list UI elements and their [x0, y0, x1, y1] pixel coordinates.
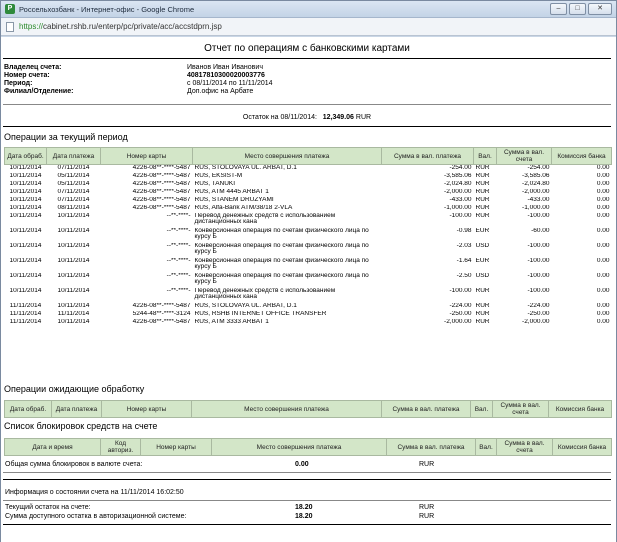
pending-table — [4, 400, 612, 418]
state-info — [5, 489, 184, 496]
table-cell: 10/11/2014 — [9, 204, 42, 211]
table-row — [5, 273, 612, 288]
table-cell: RUS, ATM 3333 ARBAT 1 — [194, 318, 269, 325]
divider — [3, 104, 611, 105]
table-cell: 10/11/2014 — [57, 212, 90, 219]
table-cell: RUR — [475, 318, 490, 325]
col-header: Код авториз. — [101, 439, 141, 456]
blocks-table — [4, 438, 612, 456]
table-cell: -2,000.00 — [522, 188, 550, 195]
table-cell: -254.00 — [527, 164, 550, 171]
col-header: Вал. — [471, 401, 493, 418]
available-balance-currency: RUR — [419, 513, 435, 520]
table-cell: RUR — [475, 302, 490, 309]
table-cell: 0.00 — [596, 287, 610, 294]
table-cell: 0.00 — [596, 172, 610, 179]
table-cell: 0.00 — [596, 196, 610, 203]
blocks-section-title: Список блокировок средств на счете — [4, 421, 158, 431]
table-cell: 0.00 — [596, 272, 610, 279]
table-cell: 10/11/2014 — [9, 257, 42, 264]
table-cell: 10/11/2014 — [57, 227, 90, 234]
period-label: Период: — [4, 80, 33, 87]
table-cell: 0.00 — [596, 257, 610, 264]
table-cell: Конверсионная операция по счетам физического лица по курсу Б — [194, 272, 369, 285]
table-cell: -100.00 — [527, 242, 550, 249]
table-cell: --**-****- — [166, 212, 191, 219]
table-cell: 10/11/2014 — [9, 227, 42, 234]
divider — [3, 524, 611, 525]
table-cell: RUR — [475, 180, 490, 187]
divider — [3, 479, 611, 480]
table-cell: 10/11/2014 — [57, 272, 90, 279]
owner-value: Иванов Иван Иванович — [187, 64, 263, 71]
account-value: 40817810300020003776 — [187, 72, 265, 79]
table-cell: 4226-08**-****-5487 — [132, 302, 191, 309]
minimize-button[interactable]: – — [550, 3, 567, 15]
table-cell: 07/11/2014 — [57, 196, 90, 203]
table-row — [5, 213, 612, 228]
table-cell: RUS, STOLOVAYA UL. ARBAT, D.1 — [194, 302, 297, 309]
table-cell: 11/11/2014 — [9, 310, 42, 317]
table-row — [5, 228, 612, 243]
table-cell: 10/11/2014 — [9, 172, 42, 179]
col-header: Дата и время — [5, 439, 101, 456]
col-header: Комиссия банка — [549, 401, 612, 418]
table-cell: -100.00 — [527, 272, 550, 279]
col-header: Номер карты — [141, 439, 212, 456]
table-cell: 11/11/2014 — [57, 310, 90, 317]
table-cell: -250.00 — [449, 310, 472, 317]
table-cell: 0.00 — [596, 204, 610, 211]
table-cell: RUS, Alfa-Bank ATM/38/18 2-VLA — [194, 204, 293, 211]
divider — [3, 472, 611, 473]
table-cell: -433.00 — [449, 196, 472, 203]
table-row — [5, 319, 612, 327]
table-cell: --**-****- — [166, 257, 191, 264]
address-bar[interactable] — [1, 18, 616, 36]
table-cell: RUR — [475, 172, 490, 179]
table-row — [5, 181, 612, 189]
branch-label: Филиал/Отделение: — [4, 88, 74, 95]
table-cell: 4226-08**-****-5487 — [132, 188, 191, 195]
table-cell: --**-****- — [166, 242, 191, 249]
bank-app-icon: Р — [5, 4, 15, 14]
window-controls — [550, 3, 612, 15]
table-cell: Перевод денежных средств с использованием дистанционных кана — [194, 212, 336, 225]
branch-value: Доп.офис на Арбате — [187, 88, 254, 95]
table-cell: RUR — [475, 164, 490, 171]
table-cell: 11/11/2014 — [9, 318, 42, 325]
table-cell: --**-****- — [166, 227, 191, 234]
table-cell: 10/11/2014 — [57, 242, 90, 249]
table-cell: Конверсионная операция по счетам физического лица по курсу Б — [194, 242, 369, 255]
col-header: Номер карты — [102, 401, 192, 418]
table-cell: 4226-08**-****-5487 — [132, 196, 191, 203]
table-cell: -433.00 — [527, 196, 550, 203]
table-cell: USD — [475, 242, 490, 249]
table-cell: 10/11/2014 — [9, 164, 42, 171]
table-cell: -2.03 — [456, 242, 472, 249]
balance-currency: RUR — [355, 114, 372, 121]
col-header: Вал. — [476, 439, 497, 456]
available-balance-label: Сумма доступного остатка в авторизационной системе: — [5, 513, 187, 520]
col-header: Номер карты — [101, 148, 193, 165]
table-cell: Конверсионная операция по счетам физического лица по курсу Б — [194, 227, 369, 240]
pending-section-title: Операции ожидающие обработку — [4, 384, 145, 394]
table-cell: 10/11/2014 — [57, 302, 90, 309]
current-balance-currency: RUR — [419, 504, 435, 511]
table-cell: 0.00 — [596, 318, 610, 325]
current-balance-label: Текущий остаток на счете: — [5, 504, 91, 511]
table-cell: -224.00 — [527, 302, 550, 309]
table-cell: RUR — [475, 204, 490, 211]
table-cell: RUS, RSHB INTERNET OFFICE TRANSFER — [194, 310, 327, 317]
col-header: Сумма в вал. платежа — [382, 401, 471, 418]
table-cell: -3,585.06 — [444, 172, 472, 179]
col-header: Дата платежа — [47, 148, 101, 165]
table-cell: 05/11/2014 — [57, 180, 90, 187]
col-header: Сумма в вал. счета — [497, 148, 552, 165]
page-title: Отчет по операциям с банковскими картами — [204, 43, 410, 54]
blocks-header-row — [5, 439, 612, 456]
table-cell: -2,000.00 — [522, 318, 550, 325]
table-cell: -1,000.00 — [444, 204, 472, 211]
ops-section-title: Операции за текущий период — [4, 132, 128, 142]
table-cell: RUR — [475, 188, 490, 195]
table-cell: 11/11/2014 — [9, 302, 42, 309]
table-row — [5, 205, 612, 213]
col-header: Сумма в вал. счета — [493, 401, 549, 418]
table-cell: 10/11/2014 — [9, 212, 42, 219]
col-header: Место совершения платежа — [193, 148, 382, 165]
page-icon — [6, 22, 14, 32]
table-cell: -224.00 — [449, 302, 472, 309]
table-cell: RUS, EKSIST-M — [194, 172, 243, 179]
url-path: cabinet.rshb.ru/enterp/pc/private/acc/accstdprn.jsp — [43, 22, 222, 31]
table-cell: 4226-08**-****-5487 — [132, 318, 191, 325]
table-cell: -1,000.00 — [522, 204, 550, 211]
table-cell: 10/11/2014 — [9, 242, 42, 249]
ops-header-row — [5, 148, 612, 165]
col-header: Дата обраб. — [5, 148, 47, 165]
operations-table — [4, 147, 612, 327]
table-cell: 0.00 — [596, 212, 610, 219]
available-balance-value: 18.20 — [295, 513, 313, 520]
table-cell: RUS, STOLOVAYA UL. ARBAT, D.1 — [194, 164, 297, 171]
table-cell: 0.00 — [596, 164, 610, 171]
table-row — [5, 288, 612, 303]
table-row — [5, 243, 612, 258]
current-balance-value: 18.20 — [295, 504, 313, 511]
table-cell: 0.00 — [596, 188, 610, 195]
table-cell: 5244-48**-****-3124 — [132, 310, 191, 317]
col-header: Дата обраб. — [5, 401, 52, 418]
divider — [3, 58, 611, 59]
table-cell: --**-****- — [166, 272, 191, 279]
table-cell: 07/11/2014 — [57, 188, 90, 195]
col-header: Комиссия банка — [553, 439, 612, 456]
table-row — [5, 258, 612, 273]
table-cell: 08/11/2014 — [57, 204, 90, 211]
table-row — [5, 165, 612, 173]
close-button[interactable]: ✕ — [588, 3, 612, 15]
table-cell: 07/11/2014 — [57, 164, 90, 171]
table-cell: -0.98 — [456, 227, 472, 234]
table-cell: 10/11/2014 — [57, 257, 90, 264]
table-row — [5, 173, 612, 181]
divider — [3, 500, 611, 501]
table-cell: 10/11/2014 — [9, 180, 42, 187]
page-viewport — [1, 37, 616, 542]
table-cell: 10/11/2014 — [9, 188, 42, 195]
table-cell: --**-****- — [166, 287, 191, 294]
table-cell: -3,585.06 — [522, 172, 550, 179]
table-cell: RUR — [475, 212, 490, 219]
col-header: Дата платежа — [52, 401, 102, 418]
table-cell: 0.00 — [596, 242, 610, 249]
table-cell: EUR — [475, 257, 490, 264]
col-header: Вал. — [474, 148, 497, 165]
url-protocol: https:// — [19, 22, 44, 31]
table-cell: 10/11/2014 — [9, 272, 42, 279]
table-cell: RUS, TANUKI — [194, 180, 236, 187]
col-header: Место совершения платежа — [212, 439, 387, 456]
table-cell: EUR — [475, 227, 490, 234]
table-cell: 4226-08**-****-5487 — [132, 164, 191, 171]
table-row — [5, 303, 612, 311]
state-info-datetime: 11/11/2014 16:02:50 — [120, 489, 184, 496]
table-cell: -100.00 — [527, 212, 550, 219]
balance-label: Остаток на 08/11/2014: — [242, 114, 317, 121]
window-title: Россельхозбанк - Интернет-офис - Google Chrome — [19, 5, 195, 14]
maximize-button[interactable]: □ — [569, 3, 586, 15]
table-cell: 10/11/2014 — [9, 196, 42, 203]
table-row — [5, 311, 612, 319]
url-text[interactable] — [19, 22, 222, 31]
blocks-total-label: Общая сумма блокировок в валюте счета: — [5, 461, 143, 468]
table-cell: 10/11/2014 — [9, 287, 42, 294]
table-cell: -2,024.80 — [444, 180, 472, 187]
table-cell: RUR — [475, 287, 490, 294]
table-cell: -2,024.80 — [522, 180, 550, 187]
col-header: Место совершения платежа — [192, 401, 382, 418]
owner-label: Владелец счета: — [4, 64, 62, 71]
table-cell: 0.00 — [596, 180, 610, 187]
col-header: Сумма в вал. платежа — [387, 439, 476, 456]
table-cell: Перевод денежных средств с использованием дистанционных кана — [194, 287, 336, 300]
table-cell: USD — [475, 272, 490, 279]
table-cell: 0.00 — [596, 310, 610, 317]
table-cell: -60.00 — [531, 227, 550, 234]
table-cell: 0.00 — [596, 302, 610, 309]
table-cell: -2,000.00 — [444, 318, 472, 325]
balance-value: 12,349.06 — [322, 114, 354, 121]
table-cell: RUS, STANEM DRUZYAMI — [194, 196, 274, 203]
table-cell: 0.00 — [596, 227, 610, 234]
col-header: Комиссия банка — [552, 148, 612, 165]
table-cell: 05/11/2014 — [57, 172, 90, 179]
account-label: Номер счета: — [4, 72, 50, 79]
table-cell: Конверсионная операция по счетам физического лица по курсу Б — [194, 257, 369, 270]
table-row — [5, 197, 612, 205]
table-cell: 4226-08**-****-5487 — [132, 180, 191, 187]
table-cell: 10/11/2014 — [57, 318, 90, 325]
pending-header-row — [5, 401, 612, 418]
blocks-total-currency: RUR — [419, 461, 435, 468]
table-row — [5, 189, 612, 197]
table-cell: RUS, ATM 4445 ARBAT 1 — [194, 188, 269, 195]
table-cell: RUR — [475, 196, 490, 203]
divider — [3, 126, 611, 127]
blocks-total-value: 0.00 — [295, 461, 309, 468]
table-cell: -1.64 — [456, 257, 472, 264]
table-cell: 4226-08**-****-5487 — [132, 204, 191, 211]
col-header: Сумма в вал. счета — [497, 439, 553, 456]
table-cell: -100.00 — [449, 212, 472, 219]
table-cell: 4226-08**-****-5487 — [132, 172, 191, 179]
period-value: с 08/11/2014 по 11/11/2014 — [187, 80, 273, 87]
col-header: Сумма в вал. платежа — [382, 148, 474, 165]
table-cell: -250.00 — [527, 310, 550, 317]
state-info-label: Информация о состоянии счета на — [5, 489, 119, 496]
table-cell: -2.50 — [456, 272, 472, 279]
table-cell: -100.00 — [449, 287, 472, 294]
table-cell: -100.00 — [527, 287, 550, 294]
title-bar — [1, 1, 616, 18]
table-cell: -2,000.00 — [444, 188, 472, 195]
table-cell: -254.00 — [449, 164, 472, 171]
table-cell: RUR — [475, 310, 490, 317]
table-cell: -100.00 — [527, 257, 550, 264]
opening-balance — [1, 114, 613, 121]
table-cell: 10/11/2014 — [57, 287, 90, 294]
